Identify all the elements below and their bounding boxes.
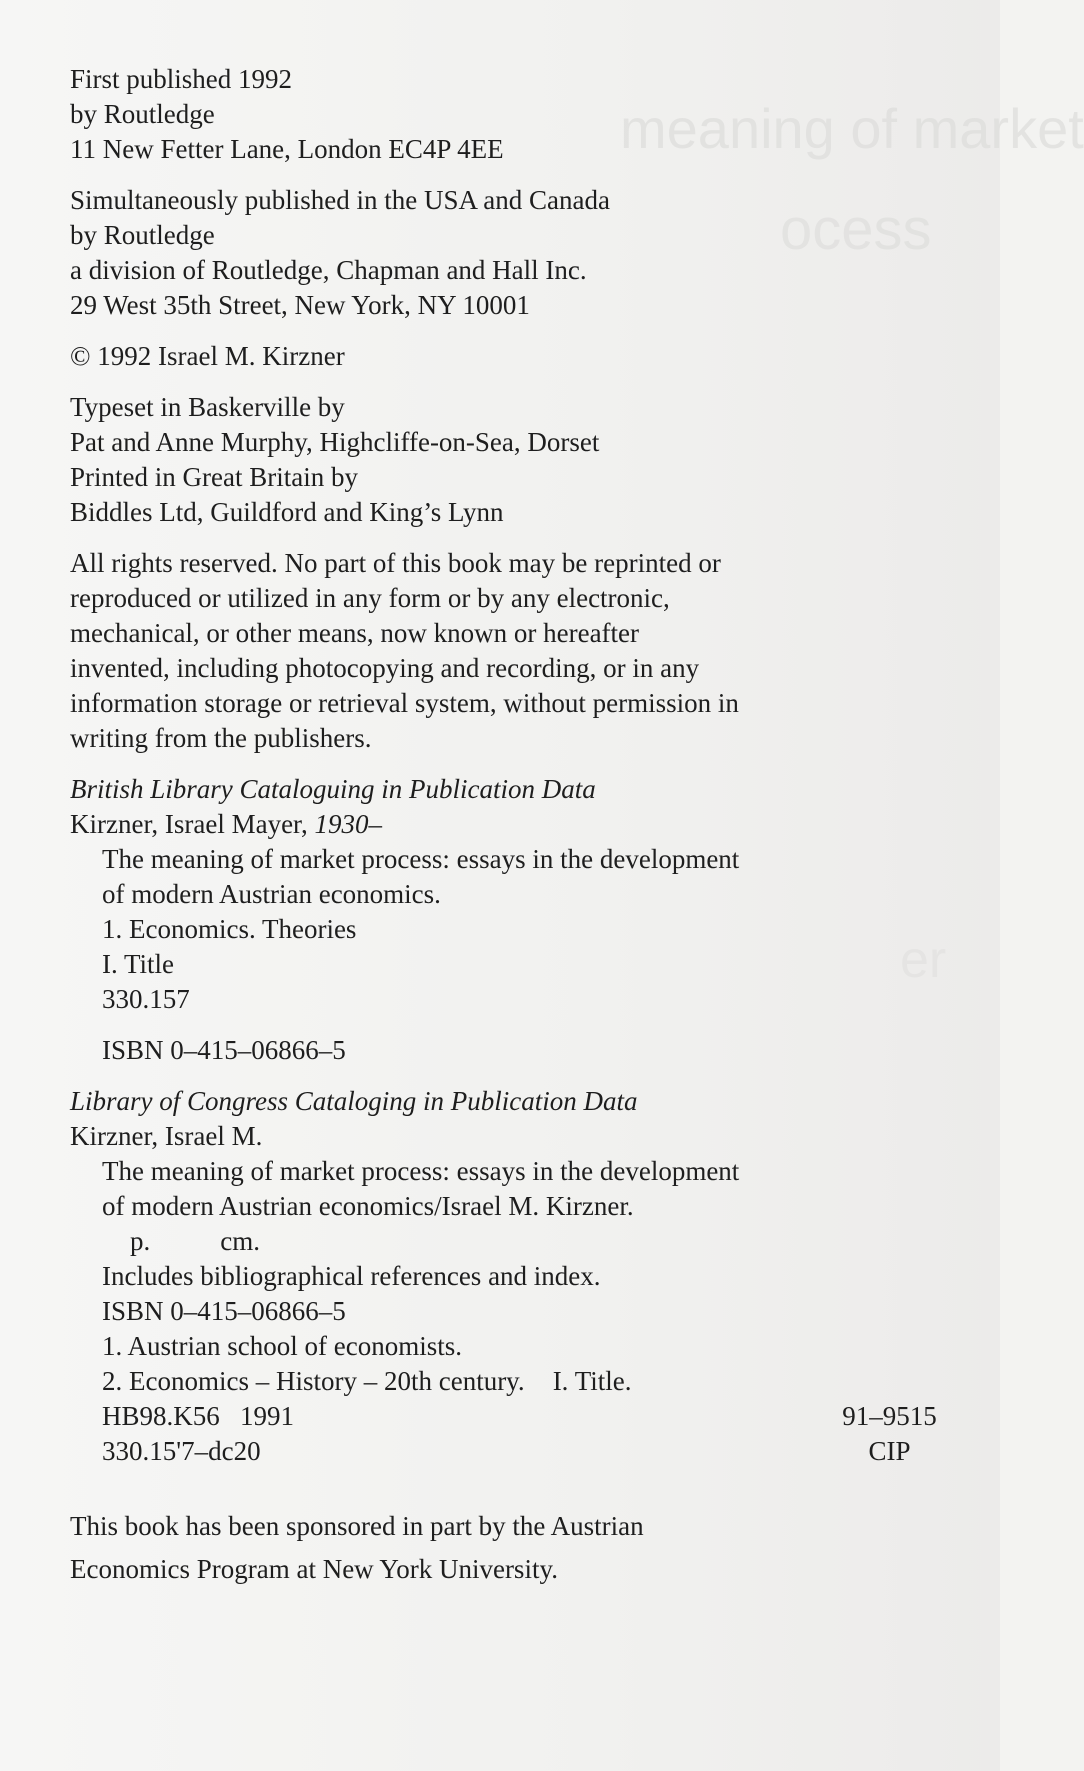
loc-title-line: The meaning of market process: essays in the development (102, 1156, 740, 1186)
loc-heading: Library of Congress Cataloging in Publication Data (70, 1086, 638, 1116)
bl-author: Kirzner, Israel Mayer, (70, 809, 308, 839)
publisher: by Routledge (70, 99, 215, 129)
rights-line: writing from the publishers. (70, 723, 372, 753)
rights-line: reproduced or utilized in any form or by any electronic, (70, 583, 670, 613)
typeset-line: Printed in Great Britain by (70, 462, 358, 492)
copyright-block (70, 339, 930, 374)
loc-subject: 1. Austrian school of economists. (102, 1331, 462, 1361)
loc-cip: CIP (868, 1436, 911, 1466)
rights-line: invented, including photocopying and recording, or in any (70, 653, 700, 683)
sponsor-line: Economics Program at New York University. (70, 1554, 558, 1584)
typeset-line: Pat and Anne Murphy, Highcliffe-on-Sea, Dorset (70, 427, 600, 457)
loc-call-number: HB98.K56 1991 (102, 1401, 295, 1431)
spacer (70, 1017, 930, 1033)
bl-title-entry: I. Title (102, 949, 175, 979)
publisher-address: 11 New Fetter Lane, London EC4P 4EE (70, 134, 504, 164)
usa-line: 29 West 35th Street, New York, NY 10001 (70, 290, 530, 320)
show-through-text: ocess (780, 197, 932, 262)
rights-line: information storage or retrieval system, without permission in (70, 688, 739, 718)
loc-lccn: 91–9515 (842, 1401, 937, 1431)
typeset-line: Typeset in Baskerville by (70, 392, 345, 422)
loc-title-line: of modern Austrian economics/Israel M. Kirzner. (102, 1191, 634, 1221)
bl-author-line (70, 807, 930, 842)
bl-class: 330.157 (102, 984, 190, 1014)
show-through-text: er (900, 931, 947, 989)
rights-line: mechanical, or other means, now known or hereafter (70, 618, 640, 648)
typeset-block (70, 390, 930, 530)
bl-subject: 1. Economics. Theories (102, 914, 357, 944)
loc-pages: p. (130, 1226, 151, 1256)
usa-line: a division of Routledge, Chapman and Hall Inc. (70, 255, 587, 285)
british-library-cip (70, 772, 930, 1068)
loc-subject: 2. Economics – History – 20th century. (102, 1366, 525, 1396)
typeset-line: Biddles Ltd, Guildford and King’s Lynn (70, 497, 504, 527)
first-published: First published 1992 (70, 64, 293, 94)
bl-heading: British Library Cataloguing in Publication Data (70, 774, 596, 804)
usa-publication-block (70, 183, 930, 323)
library-of-congress-cip (70, 1084, 937, 1469)
sponsor-line: This book has been sponsored in part by the Austrian (70, 1511, 644, 1541)
loc-title-entry: I. Title. (552, 1366, 632, 1396)
loc-call-row (70, 1399, 947, 1434)
publication-block (70, 62, 930, 167)
bl-title-line: The meaning of market process: essays in the development (102, 844, 740, 874)
show-through-text: meaning of market (620, 97, 1084, 160)
rights-line: All rights reserved. No part of this book may be reprinted or (70, 548, 721, 578)
bl-title-line: of modern Austrian economics. (102, 879, 441, 909)
loc-cm: cm. (220, 1226, 260, 1256)
usa-line: Simultaneously published in the USA and Canada (70, 185, 610, 215)
loc-dewey: 330.15'7–dc20 (102, 1436, 261, 1466)
loc-isbn: ISBN 0–415–06866–5 (102, 1296, 346, 1326)
copyright-notice: © 1992 Israel M. Kirzner (70, 341, 345, 371)
sponsor-note (70, 1505, 930, 1591)
loc-bibliography: Includes bibliographical references and index. (102, 1261, 601, 1291)
rights-block (70, 546, 930, 756)
loc-author: Kirzner, Israel M. (70, 1121, 263, 1151)
loc-dewey-row (70, 1434, 947, 1469)
bl-author-dates: 1930– (314, 809, 382, 839)
loc-physical (70, 1224, 930, 1259)
bl-isbn: ISBN 0–415–06866–5 (102, 1035, 346, 1065)
loc-subject-line (70, 1364, 930, 1399)
page-content (70, 62, 937, 1591)
usa-line: by Routledge (70, 220, 215, 250)
